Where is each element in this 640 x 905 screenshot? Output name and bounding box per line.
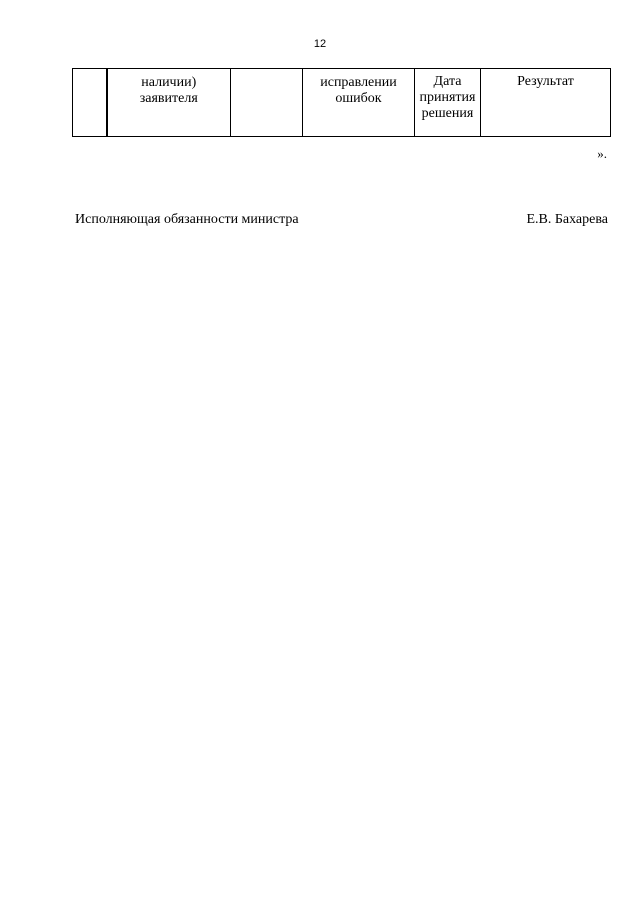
table-cell bbox=[415, 69, 481, 137]
table-cell bbox=[107, 69, 231, 137]
table-cell-text: исправлении ошибок bbox=[320, 75, 397, 106]
continuation-table bbox=[72, 68, 611, 137]
table-cell-text: Дата принятия решения bbox=[419, 74, 476, 121]
table-cell bbox=[231, 69, 303, 137]
signatory-name: Е.В. Бахарева bbox=[526, 212, 608, 227]
table-cell bbox=[73, 69, 107, 137]
table-row bbox=[73, 69, 611, 137]
closing-quote-mark: ». bbox=[597, 146, 607, 161]
table-cell bbox=[303, 69, 415, 137]
page-number: 12 bbox=[313, 38, 327, 50]
table-cell-text: Результат bbox=[517, 74, 574, 89]
signatory-title: Исполняющая обязанности министра bbox=[75, 212, 299, 227]
table-cell-text: наличии) заявителя bbox=[139, 75, 198, 106]
table-cell bbox=[481, 69, 611, 137]
